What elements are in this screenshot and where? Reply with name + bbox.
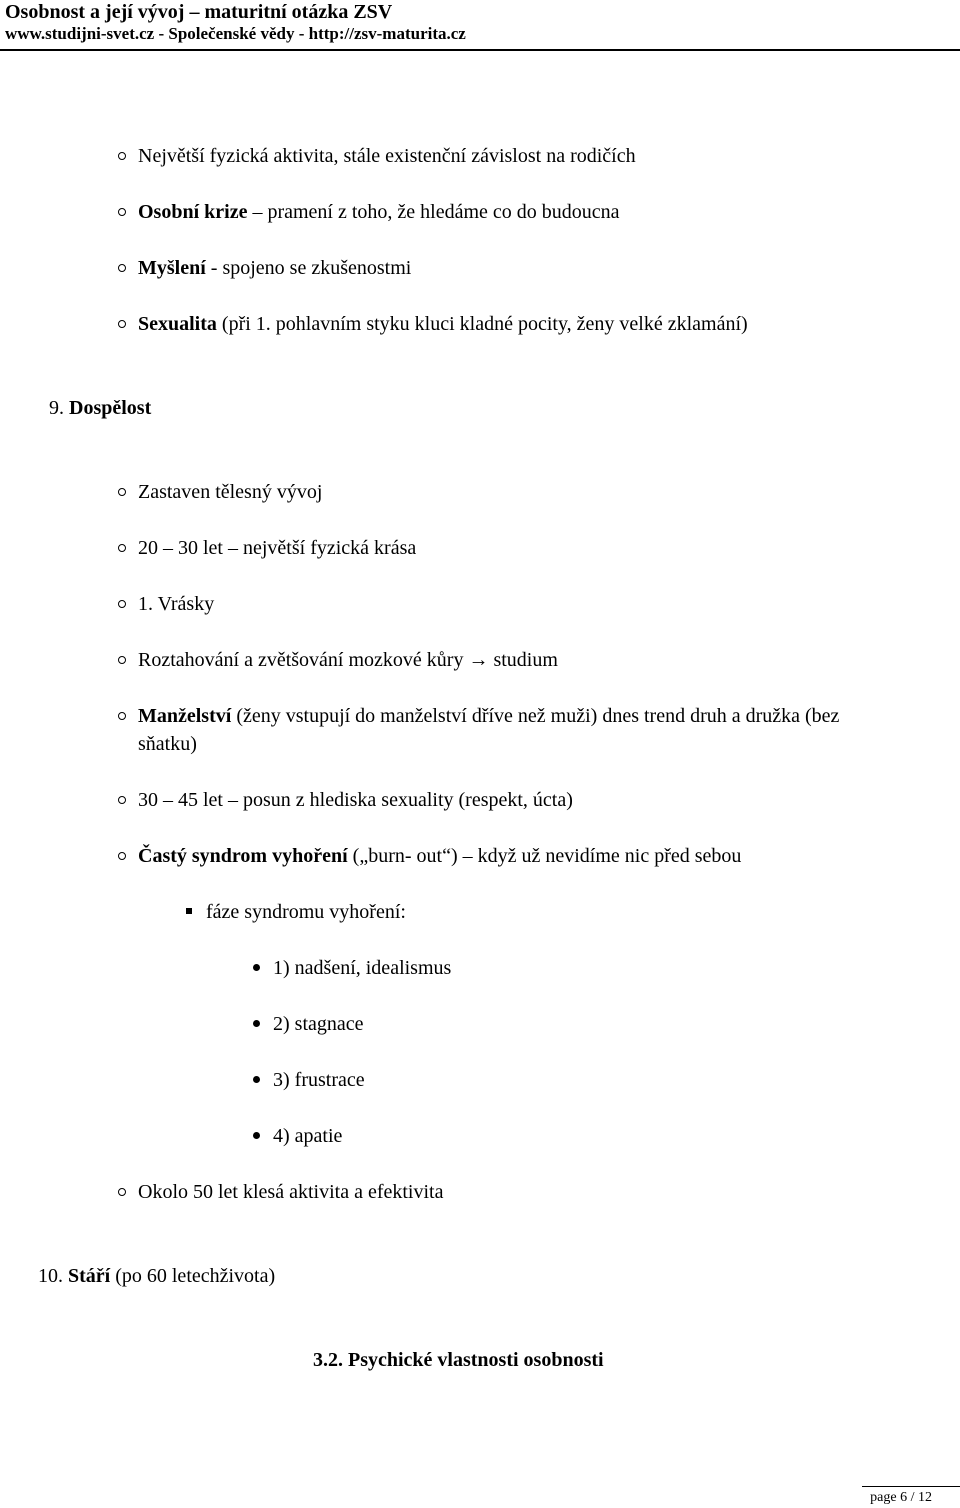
list-item-text: 1. Vrásky [138, 593, 215, 615]
list-item [138, 704, 839, 728]
list-item-text: - spojeno se zkušenostmi [205, 257, 412, 279]
list-item-text: (při 1. pohlavním styku kluci kladné pocity, ženy velké zklamání) [216, 313, 748, 335]
list-item [138, 200, 620, 224]
list-item-term: Myšlení [138, 257, 206, 279]
document-subtitle: www.studijni-svet.cz - Společenské vědy - http://zsv-maturita.cz [5, 24, 466, 43]
list-item [138, 144, 636, 168]
footer-divider [862, 1486, 960, 1487]
list-item [138, 312, 748, 336]
list-item [138, 480, 322, 504]
list-item-text: 2) stagnace [273, 1013, 364, 1035]
list-item-text: (ženy vstupují do manželství dříve než muži) dnes trend druh a družka (bez [231, 705, 840, 727]
list-item-text: („burn- out“) – když už nevidíme nic před sebou [347, 845, 742, 867]
square-bullet-icon [186, 908, 192, 914]
list-item [138, 788, 573, 812]
list-item-term: Častý syndrom vyhoření [138, 845, 348, 867]
numbered-heading [49, 396, 151, 420]
circle-bullet-icon [118, 488, 126, 496]
circle-bullet-icon [118, 208, 126, 216]
list-item-text: Zastaven tělesný vývoj [138, 481, 323, 503]
heading-text: (po 60 letechživota) [110, 1265, 276, 1287]
list-item [273, 956, 451, 980]
list-item-text: fáze syndromu vyhoření: [206, 901, 406, 923]
dot-bullet-icon [253, 1132, 260, 1139]
circle-bullet-icon [118, 656, 126, 664]
list-item [273, 1124, 342, 1148]
list-item [138, 648, 558, 672]
list-item-term: Manželství [138, 705, 232, 727]
list-item-text: 30 – 45 let – posun z hlediska sexuality (respekt, úcta) [138, 789, 573, 811]
dot-bullet-icon [253, 1076, 260, 1083]
circle-bullet-icon [118, 852, 126, 860]
list-item [138, 592, 214, 616]
list-item [273, 1068, 365, 1092]
circle-bullet-icon [118, 712, 126, 720]
circle-bullet-icon [118, 600, 126, 608]
list-item [138, 1180, 443, 1204]
list-item-text: 1) nadšení, idealismus [273, 957, 452, 979]
list-item-term: Osobní krize [138, 201, 248, 223]
heading-number: 10. [38, 1265, 68, 1287]
list-item [206, 900, 406, 924]
circle-bullet-icon [118, 544, 126, 552]
section-heading [313, 1348, 604, 1372]
circle-bullet-icon [118, 152, 126, 160]
list-item-text: 20 – 30 let – největší fyzická krása [138, 537, 417, 559]
list-item-text: 4) apatie [273, 1125, 343, 1147]
circle-bullet-icon [118, 1188, 126, 1196]
page-header [5, 0, 955, 44]
list-item [138, 256, 411, 280]
list-item-continuation [138, 732, 197, 756]
list-item-term: Sexualita [138, 313, 217, 335]
list-item-text: Roztahování a zvětšování mozkové kůry → studium [138, 649, 558, 671]
circle-bullet-icon [118, 264, 126, 272]
list-item-text: Okolo 50 let klesá aktivita a efektivita [138, 1181, 444, 1203]
section-heading-text: 3.2. Psychické vlastnosti osobnosti [313, 1349, 604, 1371]
page-number: page 6 / 12 [870, 1490, 932, 1505]
list-item-text: – pramení z toho, že hledáme co do budoucna [247, 201, 620, 223]
list-item-text: 3) frustrace [273, 1069, 365, 1091]
list-item [273, 1012, 364, 1036]
heading-title: Dospělost [69, 397, 152, 419]
list-item-text: sňatku) [138, 733, 197, 755]
dot-bullet-icon [253, 964, 260, 971]
heading-title: Stáří [68, 1265, 111, 1287]
document-title: Osobnost a její vývoj – maturitní otázka ZSV [5, 1, 393, 23]
circle-bullet-icon [118, 320, 126, 328]
circle-bullet-icon [118, 796, 126, 804]
numbered-heading [38, 1264, 275, 1288]
dot-bullet-icon [253, 1020, 260, 1027]
list-item [138, 536, 416, 560]
heading-number: 9. [49, 397, 69, 419]
list-item-text: Největší fyzická aktivita, stále existenční závislost na rodičích [138, 145, 636, 167]
header-divider [0, 49, 960, 51]
list-item [138, 844, 741, 868]
